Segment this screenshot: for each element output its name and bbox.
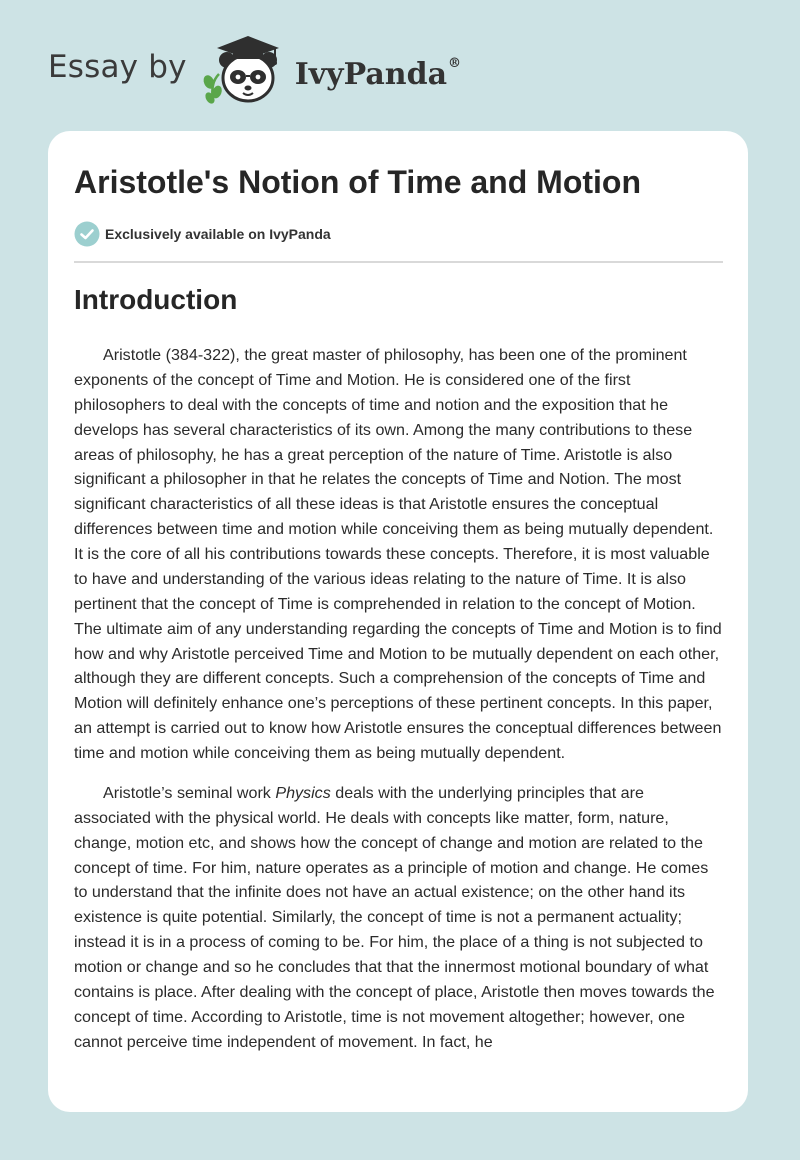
registered-mark: ® bbox=[448, 55, 462, 71]
check-circle-icon bbox=[74, 221, 100, 247]
brand-name-text: IvyPanda bbox=[294, 56, 448, 92]
panda-graduate-logo-icon[interactable] bbox=[199, 30, 291, 110]
essay-title: Aristotle's Notion of Time and Motion bbox=[74, 164, 641, 200]
section-heading: Introduction bbox=[74, 284, 238, 315]
site-header bbox=[48, 30, 461, 110]
essay-body bbox=[74, 343, 724, 1070]
brand-prefix: Essay by bbox=[48, 49, 187, 85]
paragraph bbox=[74, 781, 724, 1055]
essay-card bbox=[48, 131, 748, 1112]
paragraph-text: deals with the underlying principles that are associated with the physical world. He deals with concepts like matter, form, nature, change, motion etc, and shows how the concept of change and motion are related to the concept of time. For him, nature operates as a principle of motion and change. He comes to understand that the infinite does not have an actual existence; on the other hand its existence is quite potential. Similarly, the concept of time is not a permanent actuality; instead it is in a process of coming to be. For him, the place of a thing is not subjected to motion or change and so he concludes that that the innermost motional boundary of what contains is place. After dealing with the concept of place, Aristotle then moves towards the concept of time. According to Aristotle, time is not movement altogether; however, one cannot perceive time independent of movement. In fact, he bbox=[74, 783, 715, 1051]
work-title: Physics bbox=[275, 783, 331, 802]
brand-name[interactable] bbox=[295, 57, 461, 92]
availability-text: Exclusively available on IvyPanda bbox=[105, 226, 331, 242]
paragraph: Aristotle (384-322), the great master of philosophy, has been one of the prominent exponents of the concept of Time and Motion. He is considered one of the first philosophers to deal with the concepts of time and notion and the exposition that he develops has several characteristics of its own. Among the many contributions to these areas of philosophy, he has a great perception of the nature of Time. Aristotle is also significant a philosopher in that he relates the concepts of Time and Notion. The most significant characteristics of all these ideas is that Aristotle ensures the conceptual differences between time and motion while conceiving them as being mutually dependent. It is the core of all his contributions towards these concepts. Therefore, it is most valuable to have and understanding of the various ideas relating to the nature of Time. It is also pertinent that the concept of Time is comprehended in relation to the concept of Motion. The ultimate aim of any understanding regarding the concepts of Time and Motion is to find how and why Aristotle perceived Time and Motion to be mutually dependent on each other, although they are different concepts. Such a comprehension of the concepts of Time and Motion will definitely enhance one’s perceptions of these pertinent concepts. In this paper, an attempt is carried out to know how Aristotle ensures the conceptual differences between time and motion while conceiving them as being mutually dependent. bbox=[74, 346, 722, 762]
availability-badge bbox=[74, 221, 331, 247]
paragraph-text: Aristotle’s seminal work bbox=[103, 783, 276, 802]
title-divider bbox=[74, 261, 723, 263]
